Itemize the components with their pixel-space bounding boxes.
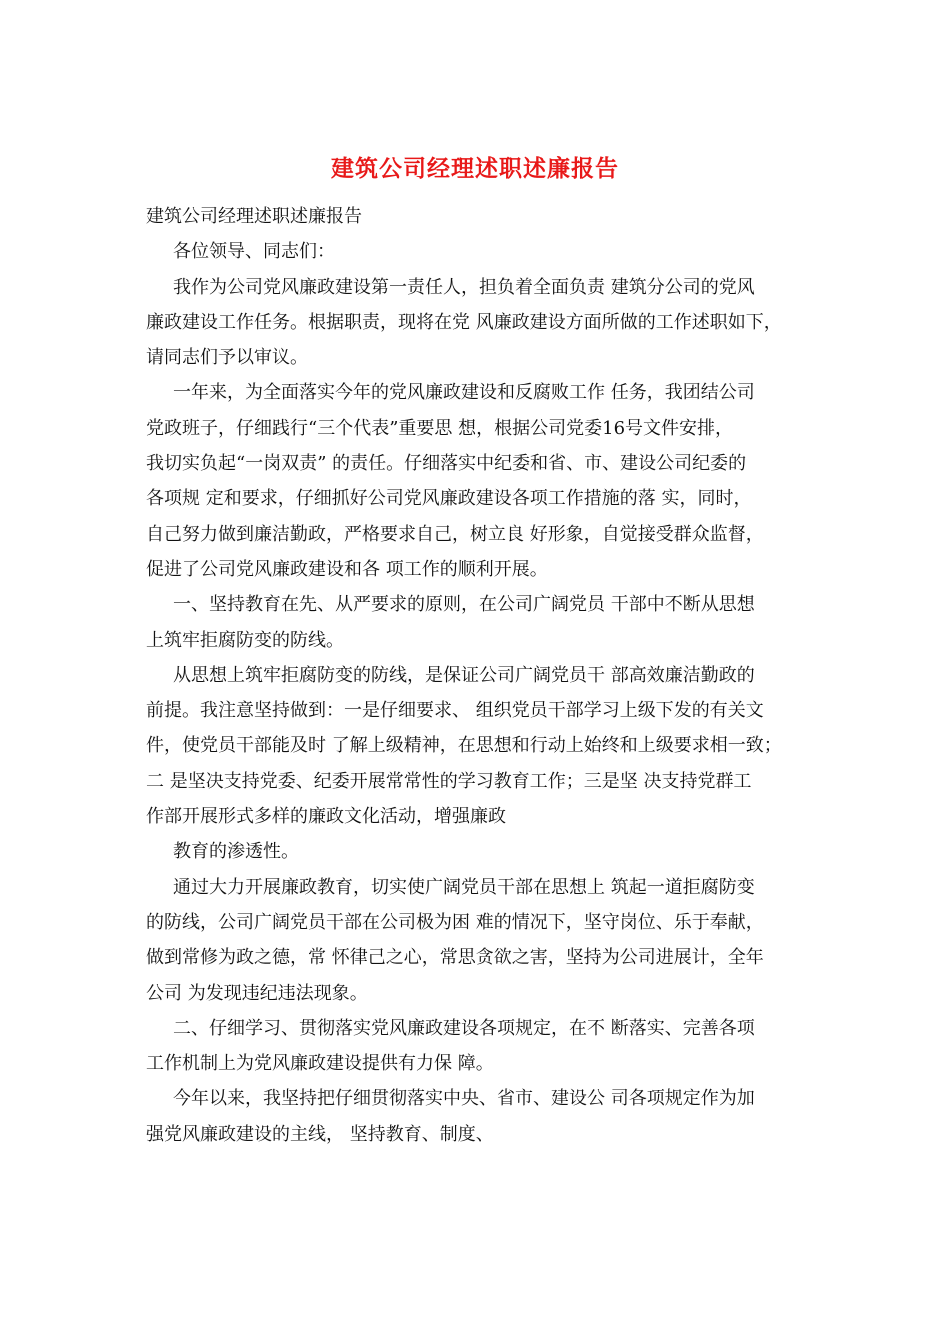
text-line: 我切实负起“一岗双责” 的责任。仔细落实中纪委和省、市、建设公司纪委的	[146, 453, 747, 475]
document-body	[146, 199, 826, 1152]
text-line: 公司 为发现违纪违法现象。	[146, 982, 368, 1004]
text-line: 教育的渗透性。	[173, 841, 299, 863]
text-line: 自己努力做到廉洁勤政，严格要求自己，树立良 好形象，自觉接受群众监督，	[146, 523, 764, 545]
text-line: 通过大力开展廉政教育，切实使广阔党员干部在思想上 筑起一道拒腐防变	[173, 876, 755, 898]
text-line: 一年来，为全面落实今年的党风廉政建设和反腐败工作 任务，我团结公司	[173, 382, 755, 404]
text-line: 各位领导、同志们：	[173, 241, 335, 263]
text-line: 一、坚持教育在先、从严要求的原则，在公司广阔党员 干部中不断从思想	[173, 594, 755, 616]
text-line: 今年以来，我坚持把仔细贯彻落实中央、省市、建设公 司各项规定作为加	[173, 1088, 755, 1110]
text-line: 各项规 定和要求，仔细抓好公司党风廉政建设各项工作措施的落 实，同时，	[146, 488, 752, 510]
text-line: 从思想上筑牢拒腐防变的防线，是保证公司广阔党员干 部高效廉洁勤政的	[173, 664, 755, 686]
text-line: 促进了公司党风廉政建设和各 项工作的顺利开展。	[146, 558, 548, 580]
text-line: 的防线，公司广阔党员干部在公司极为困 难的情况下，坚守岗位、乐于奉献，	[146, 911, 764, 933]
text-line: 前提。我注意坚持做到：一是仔细要求、 组织党员干部学习上级下发的有关文	[146, 700, 764, 722]
text-line: 党政班子，仔细践行“三个代表”重要思 想，根据公司党委16号文件安排，	[146, 417, 734, 439]
text-line: 做到常修为政之德，常 怀律己之心，常思贪欲之害，坚持为公司进展计，全年	[146, 947, 764, 969]
text-line: 作部开展形式多样的廉政文化活动，增强廉政	[146, 806, 506, 828]
text-line: 强党风廉政建设的主线， 坚持教育、制度、	[146, 1123, 494, 1145]
text-line: 上筑牢拒腐防变的防线。	[146, 629, 344, 651]
text-line: 廉政建设工作任务。根据职责，现将在党 风廉政建设方面所做的工作述职如下，	[146, 311, 782, 333]
text-line: 我作为公司党风廉政建设第一责任人，担负着全面负责 建筑分公司的党风	[173, 276, 755, 298]
text-line: 工作机制上为党风廉政建设提供有力保 障。	[146, 1053, 494, 1075]
text-line: 件，使党员干部能及时 了解上级精神，在思想和行动上始终和上级要求相一致；	[146, 735, 782, 757]
document-title: 建筑公司经理述职述廉报告	[331, 155, 619, 182]
text-line: 二 是坚决支持党委、纪委开展常常性的学习教育工作；三是坚 决支持党群工	[146, 770, 752, 792]
text-line: 请同志们予以审议。	[146, 347, 308, 369]
text-line: 二、仔细学习、贯彻落实党风廉政建设各项规定，在不 断落实、完善各项	[173, 1017, 755, 1039]
text-line: 建筑公司经理述职述廉报告	[146, 206, 362, 227]
